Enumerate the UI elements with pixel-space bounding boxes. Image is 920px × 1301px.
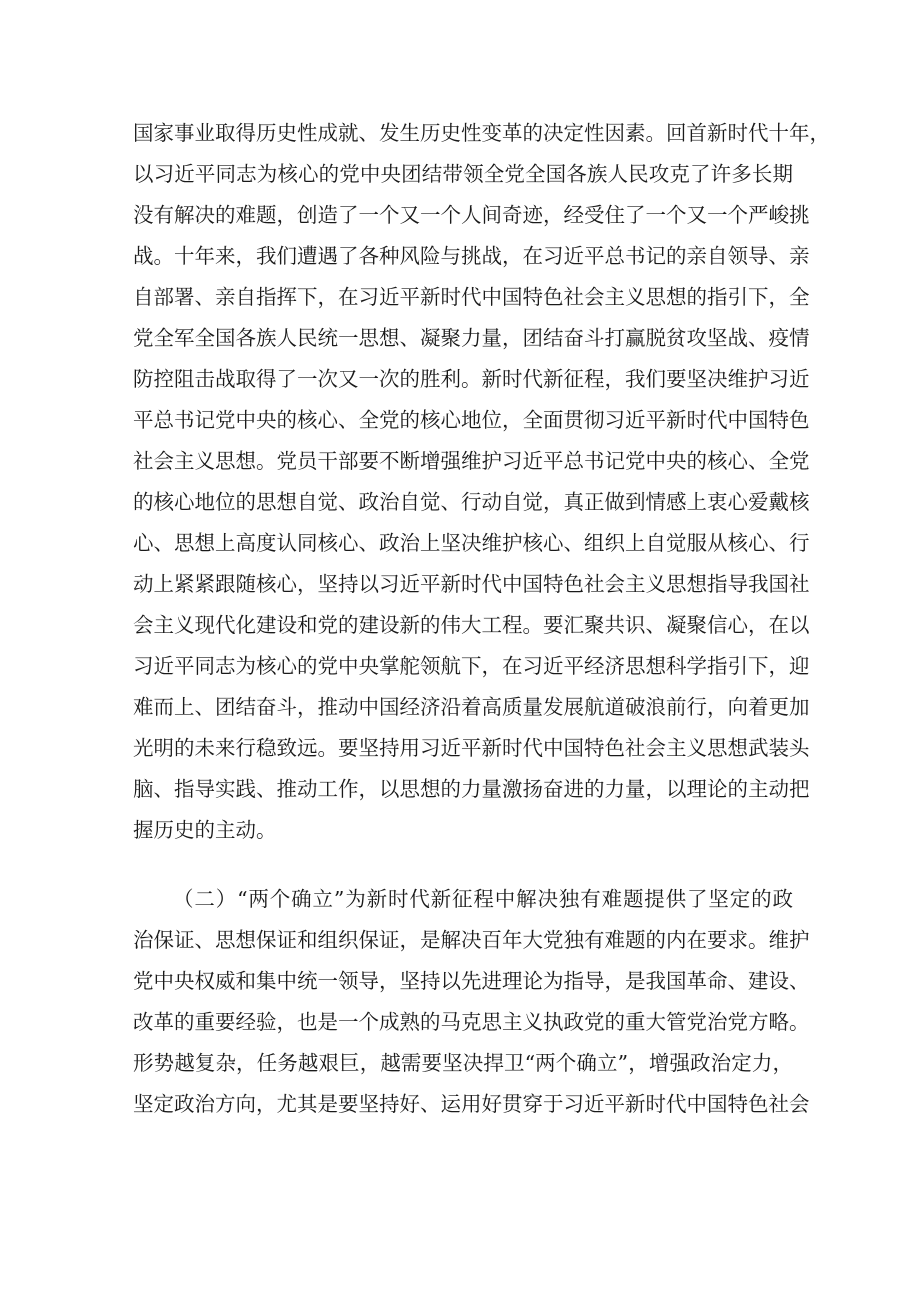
paragraph-line: 战。十年来，我们遭遇了各种风险与挑战，在习近平总书记的亲自领导、亲	[133, 244, 810, 268]
paragraph-line: 习近平同志为核心的党中央掌舵领航下，在习近平经济思想科学指引下，迎	[133, 654, 810, 678]
paragraph-line: 会主义现代化建设和党的建设新的伟大工程。要汇聚共识、凝聚信心，在以	[133, 613, 810, 637]
paragraph-line: 形势越复杂，任务越艰巨，越需要坚决捍卫“两个确立”，增强政治定力，	[133, 1051, 793, 1075]
paragraph-line: 坚定政治方向，尤其是要坚持好、运用好贯穿于习近平新时代中国特色社会	[133, 1092, 810, 1116]
paragraph-line: 心、思想上高度认同核心、政治上坚决维护核心、组织上自觉服从核心、行	[133, 531, 810, 555]
section-heading-line: （二）“两个确立”为新时代新征程中解决独有难题提供了坚定的政	[173, 887, 793, 911]
paragraph-line: 党中央权威和集中统一领导，坚持以先进理论为指导，是我国革命、建设、	[133, 969, 810, 993]
paragraph-line: 没有解决的难题，创造了一个又一个人间奇迹，经受住了一个又一个严峻挑	[133, 203, 810, 227]
paragraph-line: 光明的未来行稳致远。要坚持用习近平新时代中国特色社会主义思想武装头	[133, 736, 810, 760]
paragraph-line: 的核心地位的思想自觉、政治自觉、行动自觉，真正做到情感上衷心爱戴核	[133, 490, 810, 514]
paragraph-line: 党全军全国各族人民统一思想、凝聚力量，团结奋斗打赢脱贫攻坚战、疫情	[133, 326, 810, 350]
paragraph-line: 握历史的主动。	[133, 818, 277, 842]
paragraph-line: 社会主义思想。党员干部要不断增强维护习近平总书记党中央的核心、全党	[133, 449, 810, 473]
paragraph-line: 脑、指导实践、推动工作，以思想的力量激扬奋进的力量，以理论的主动把	[133, 777, 810, 801]
paragraph-line: 自部署、亲自指挥下，在习近平新时代中国特色社会主义思想的指引下，全	[133, 285, 810, 309]
paragraph-line: 动上紧紧跟随核心，坚持以习近平新时代中国特色社会主义思想指导我国社	[133, 572, 810, 596]
paragraph-line: 治保证、思想保证和组织保证，是解决百年大党独有难题的内在要求。维护	[133, 928, 810, 952]
paragraph-line: 平总书记党中央的核心、全党的核心地位，全面贯彻习近平新时代中国特色	[133, 408, 810, 432]
paragraph-line: 防控阻击战取得了一次又一次的胜利。新时代新征程，我们要坚决维护习近	[133, 367, 810, 391]
paragraph-line: 以习近平同志为核心的党中央团结带领全党全国各族人民攻克了许多长期	[133, 162, 793, 186]
paragraph-line: 难而上、团结奋斗，推动中国经济沿着高质量发展航道破浪前行，向着更加	[133, 695, 810, 719]
paragraph-line: 改革的重要经验，也是一个成熟的马克思主义执政党的重大管党治党方略。	[133, 1010, 810, 1034]
paragraph-line: 国家事业取得历史性成就、发生历史性变革的决定性因素。回首新时代十年，	[133, 121, 830, 145]
